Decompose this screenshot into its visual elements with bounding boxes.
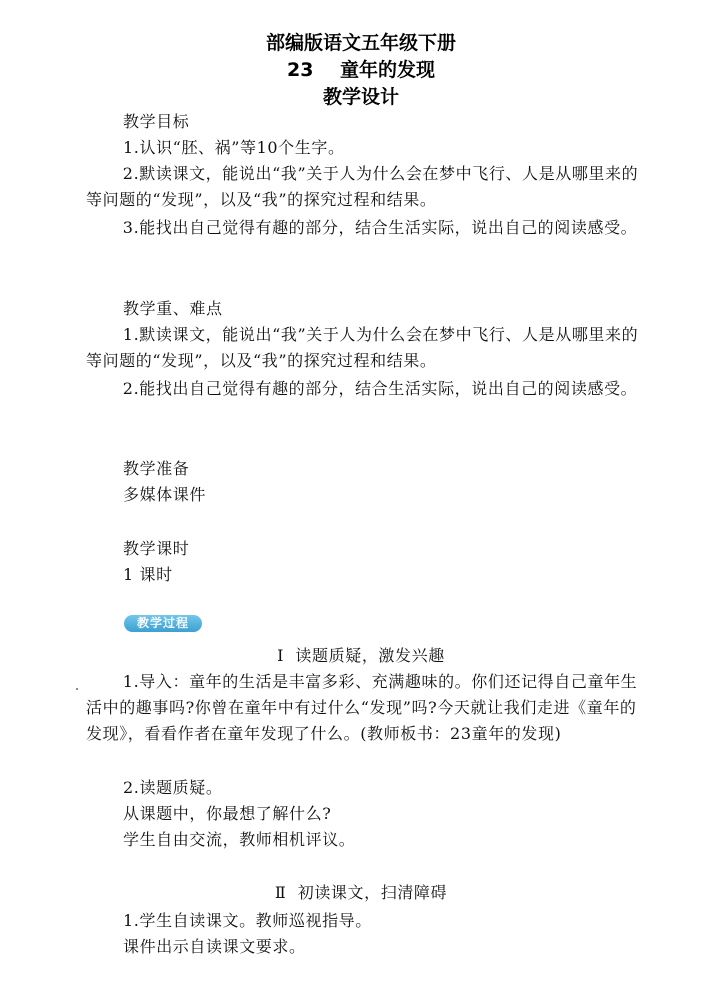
lesson-title: 23 童年的发现 <box>287 59 435 81</box>
goals-item-1: 1.认识“胚、祸”等10个生字。 <box>123 138 345 157</box>
class-hours-content: 1 课时 <box>123 565 173 584</box>
section-2-item-1: 1.学生自读课文。教师巡视指导。 <box>123 911 372 930</box>
goals-item-3: 3.能找出自己觉得有趣的部分，结合生活实际，说出自己的阅读感受。 <box>122 218 638 237</box>
teaching-process-badge: 教学过程 <box>124 615 202 632</box>
stray-dot <box>76 688 78 690</box>
section-2-line-2: 课件出示自读课文要求。 <box>123 937 306 956</box>
document-title-grade: 部编版语文五年级下册 <box>265 32 456 54</box>
goals-item-2: 2.默读课文，能说出“我”关于人为什么会在梦中飞行、人是从哪里来的等问题的“发现”，以及“我”的探究过程和结果。 <box>86 164 639 209</box>
preparation-heading: 教学准备 <box>123 459 190 478</box>
key-points-heading: 教学重、难点 <box>123 299 223 318</box>
goals-heading: 教学目标 <box>123 112 190 131</box>
key-points-item-1: 1.默读课文，能说出“我”关于人为什么会在梦中飞行、人是从哪里来的等问题的“发现”，以及“我”的探究过程和结果。 <box>86 325 639 370</box>
section-1-line-4: 学生自由交流，教师相机评议。 <box>123 830 356 849</box>
preparation-content: 多媒体课件 <box>123 485 207 504</box>
section-1-line-3: 从课题中，你最想了解什么? <box>123 804 332 823</box>
section-1-item-2: 2.读题质疑。 <box>123 778 223 797</box>
section-1-heading: Ⅰ 读题质疑，激发兴趣 <box>277 646 445 665</box>
key-points-item-2: 2.能找出自己觉得有趣的部分，结合生活实际，说出自己的阅读感受。 <box>122 379 638 398</box>
section-2-heading: Ⅱ 初读课文，扫清障碍 <box>274 883 448 902</box>
document-subtitle: 教学设计 <box>322 86 399 108</box>
section-1-item-1: 1.导入：童年的生活是丰富多彩、充满趣味的。你们还记得自己童年生活中的趣事吗?你曾在童年中有过什么“发现”吗?今天就让我们走进《童年的发现》，看看作者在童年发现了什么。(教师板书：23童年的发现) <box>86 672 638 743</box>
class-hours-heading: 教学课时 <box>123 539 190 558</box>
